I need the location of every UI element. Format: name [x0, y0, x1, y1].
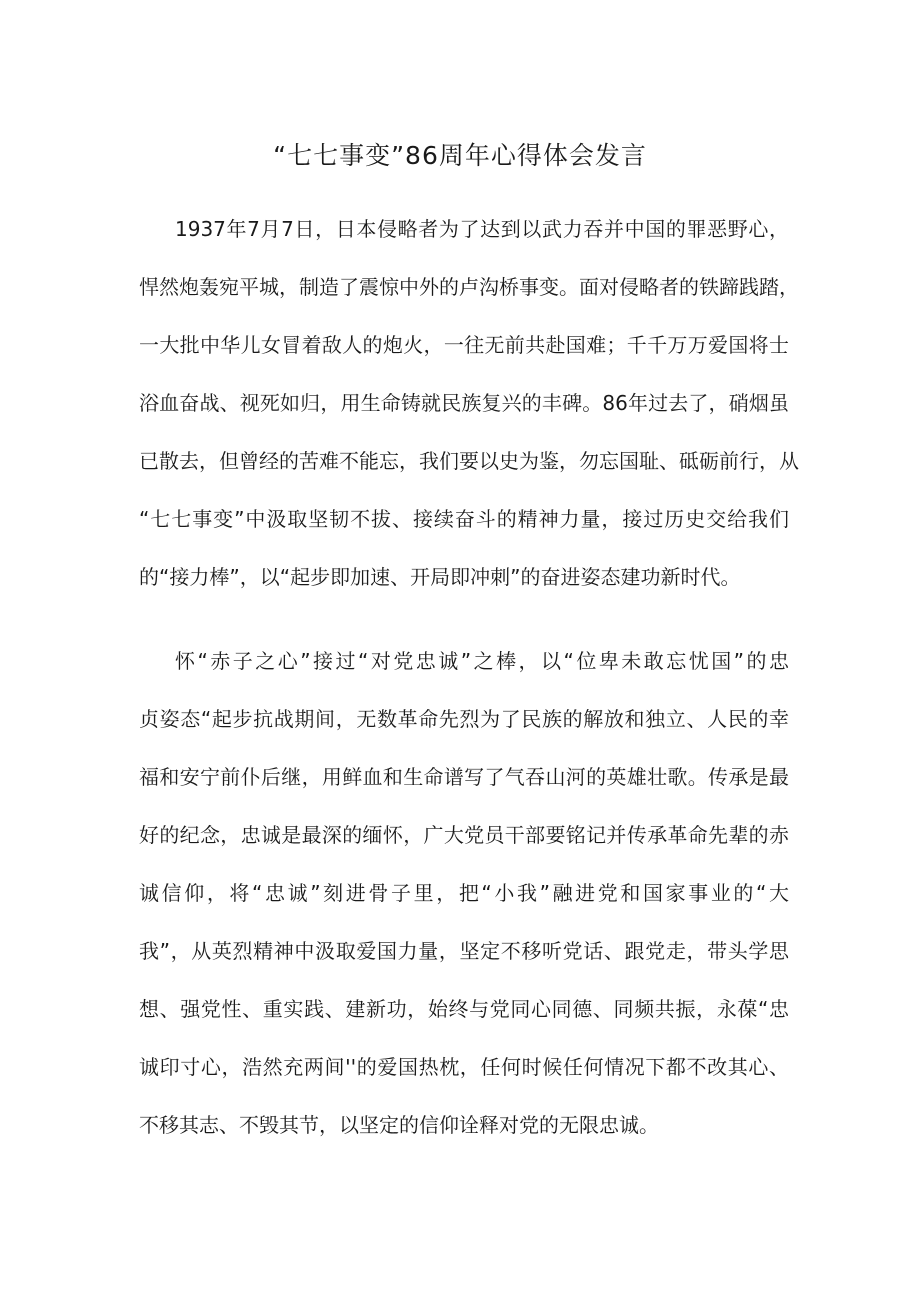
- document-title: “七七事变”86周年心得体会发言: [273, 141, 647, 170]
- paragraph-line: 悍然炮轰宛平城，制造了震惊中外的卢沟桥事变。面对侵略者的铁蹄践踏，: [139, 275, 799, 299]
- paragraph-line: 福和安宁前仆后继，用鲜血和生命谱写了气吞山河的英雄壮歌。传承是最: [139, 765, 789, 789]
- paragraph-line: 已散去，但曾经的苦难不能忘，我们要以史为鉴，勿忘国耻、砥砺前行，从: [139, 449, 799, 473]
- paragraph-line: “七七事变”中汲取坚韧不拔、接续奋斗的精神力量，接过历史交给我们: [139, 507, 789, 531]
- paragraph-line: 好的纪念，忠诚是最深的缅怀，广大党员干部要铭记并传承革命先辈的赤: [139, 823, 789, 847]
- paragraph-line: 诚信仰，将“忠诚”刻进骨子里，把“小我”融进党和国家事业的“大: [139, 881, 789, 905]
- paragraph-line: 诚印寸心，浩然充两间''的爱国热枕，任何时候任何情况下都不改其心、: [139, 1055, 789, 1079]
- paragraph-line: 贞姿态“起步抗战期间，无数革命先烈为了民族的解放和独立、人民的幸: [139, 707, 789, 731]
- paragraph-line: 1937年7月7日，日本侵略者为了达到以武力吞并中国的罪恶野心，: [175, 217, 789, 241]
- paragraph-2: [139, 632, 789, 1154]
- paragraph-line: 我”，从英烈精神中汲取爱国力量，坚定不移听党话、跟党走，带头学思: [139, 939, 789, 963]
- paragraph-line: 不移其志、不毁其节，以坚定的信仰诠释对党的无限忠诚。: [139, 1113, 659, 1137]
- paragraph-line: 一大批中华儿女冒着敌人的炮火，一往无前共赴国难；千千万万爱国将士: [139, 333, 789, 357]
- paragraph-line: 浴血奋战、视死如归，用生命铸就民族复兴的丰碑。86年过去了，硝烟虽: [139, 391, 789, 415]
- paragraph-line: 的“接力棒”，以“起步即加速、开局即冲刺”的奋进姿态建功新时代。: [139, 565, 741, 589]
- paragraph-line: 想、强党性、重实践、建新功，始终与党同心同德、同频共振，永葆“忠: [139, 997, 789, 1021]
- paragraph-1: [139, 200, 799, 606]
- paragraph-line: 怀“赤子之心”接过“对党忠诚”之棒，以“位卑未敢忘忧国”的忠: [175, 649, 789, 673]
